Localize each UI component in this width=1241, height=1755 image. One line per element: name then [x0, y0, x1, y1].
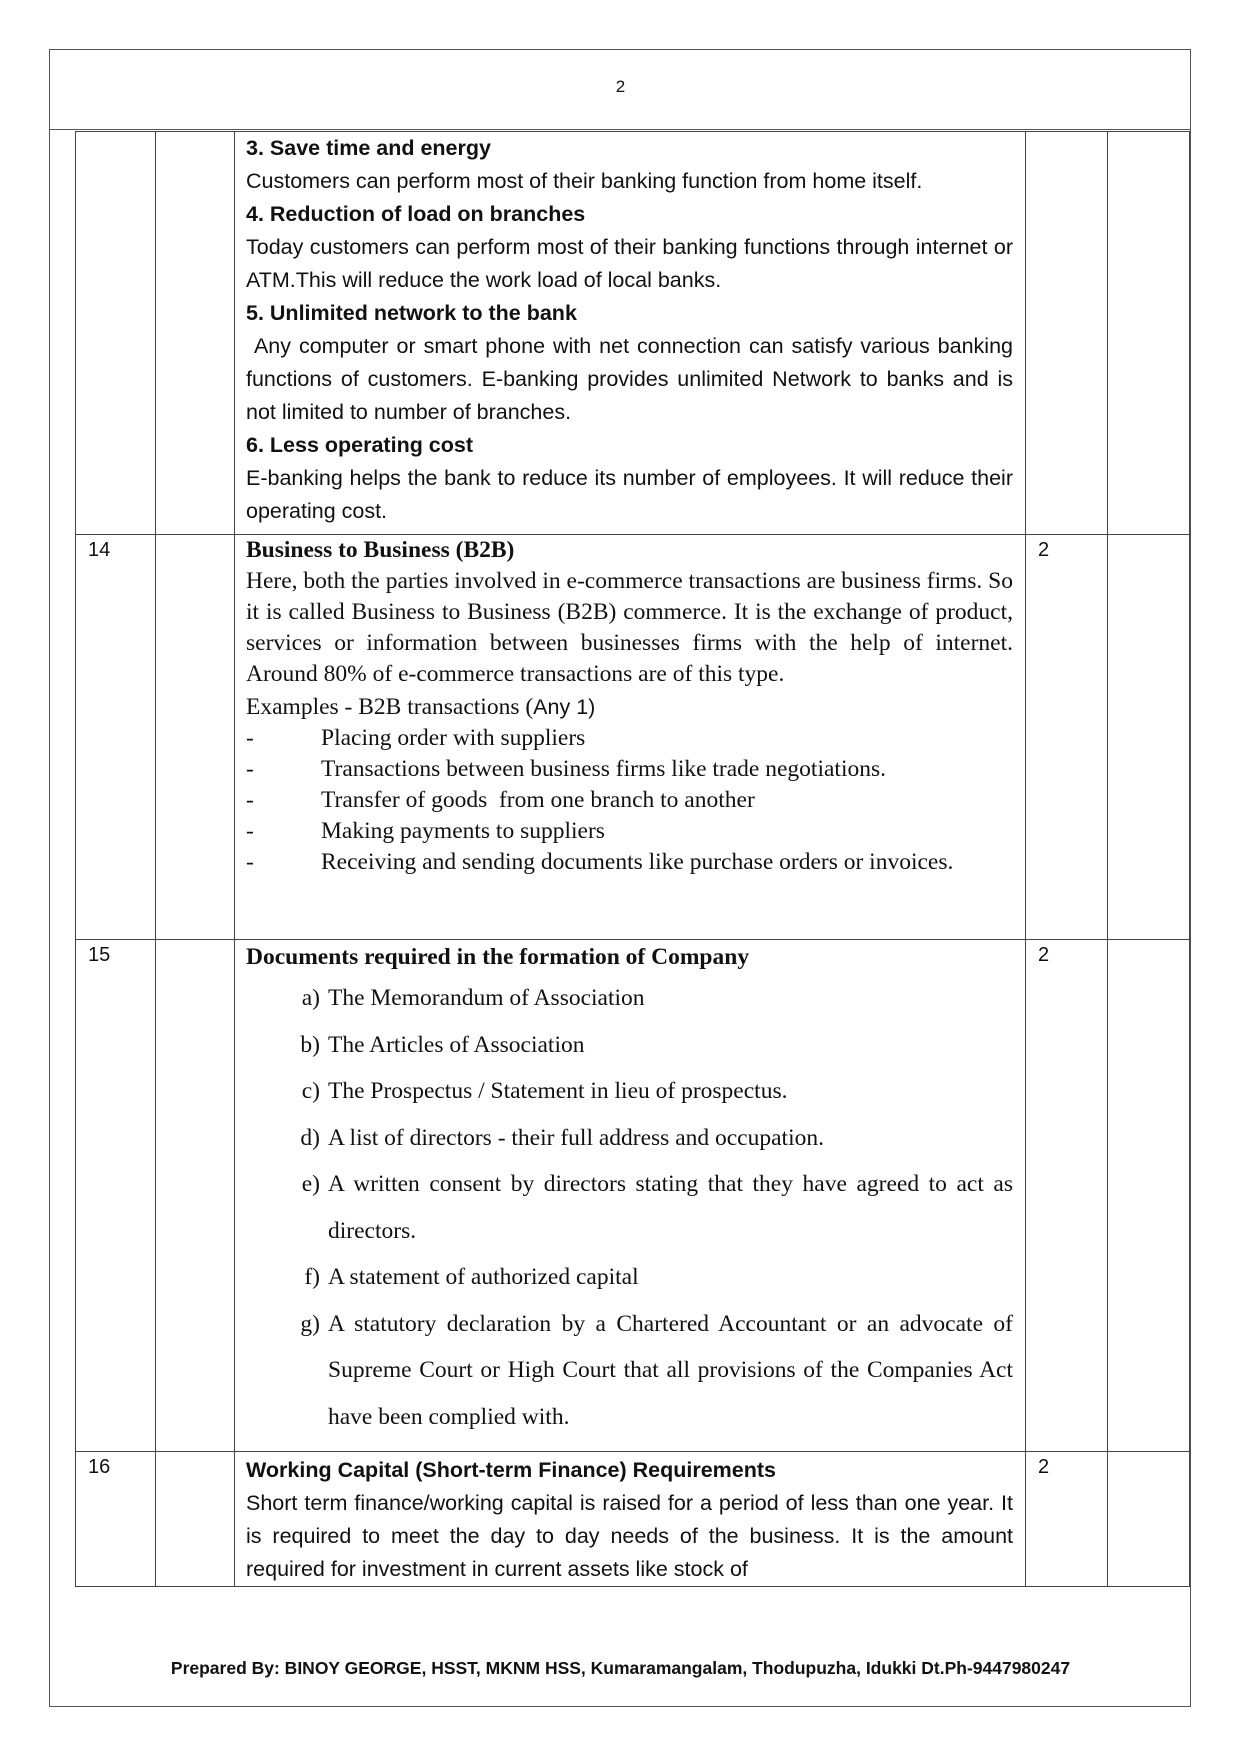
marks-cell — [1026, 132, 1108, 535]
header-divider — [49, 129, 1191, 130]
marks-value: 2 — [1026, 940, 1108, 1452]
list-item — [246, 785, 1013, 816]
answer-paragraph: Here, both the parties involved in e-commerce transactions are business firms. So it is called Business to Business (B2B) commerce. It is the exchange of product, services or information between businesses firms with the help of internet. Around 80% of e-commerce transactions are of this type. — [246, 568, 1013, 687]
answer-cell — [235, 1452, 1026, 1587]
footer-credit: Prepared By: BINOY GEORGE, HSST, MKNM HSS, Kumaramangalam, Thodupuzha, Idukki Dt.Ph-9447980247 — [170, 1658, 1071, 1678]
answer-paragraph: Short term finance/working capital is raised for a period of less than one year. It is required to meet the day to day needs of the business. It is the amount required for investment in current assets like stock of — [246, 1491, 1013, 1581]
dash-bullet: - — [246, 818, 254, 844]
answer-cell — [235, 535, 1026, 940]
dash-bullet: - — [246, 756, 254, 782]
qno-cell — [76, 132, 156, 535]
example-text: Making payments to suppliers — [321, 818, 605, 844]
extra-cell — [1108, 940, 1190, 1452]
item-label: c) — [301, 1078, 320, 1104]
item-text: A list of directors - their full address and occupation. — [328, 1124, 824, 1151]
table-row — [76, 132, 1190, 535]
list-item — [246, 723, 1013, 754]
list-item — [246, 1068, 1013, 1115]
answer-heading: Documents required in the formation of Company — [246, 944, 750, 970]
marks-value: 2 — [1026, 535, 1108, 940]
point-text: E-banking helps the bank to reduce its number of employees. It will reduce their operating cost. — [246, 466, 1013, 523]
item-text: A written consent by directors stating that they have agreed to act as directors. — [328, 1171, 1013, 1244]
point-heading: 6. Less operating cost — [246, 433, 474, 457]
marks-value: 2 — [1026, 1452, 1108, 1587]
point-text: Today customers can perform most of their banking functions through internet or ATM.This will reduce the work load of local banks. — [246, 235, 1013, 292]
list-item — [246, 1254, 1013, 1301]
question-number: 14 — [76, 535, 156, 940]
documents-list — [246, 975, 1013, 1440]
answer-heading: Business to Business (B2B) — [246, 537, 515, 563]
example-text: Transactions between business firms like trade negotiations. — [321, 756, 886, 782]
examples-label-text: Examples - B2B transactions ( — [246, 694, 534, 720]
dash-bullet: - — [246, 725, 254, 751]
point-text: Customers can perform most of their banking function from home itself. — [246, 169, 923, 193]
item-label: a) — [301, 985, 320, 1011]
list-item — [246, 847, 1013, 878]
answer-cell — [235, 132, 1026, 535]
dash-bullet: - — [246, 849, 254, 875]
subq-cell — [156, 940, 235, 1452]
table-row — [76, 1452, 1190, 1587]
question-number: 15 — [76, 940, 156, 1452]
item-label: f) — [304, 1264, 320, 1290]
list-item — [246, 1161, 1013, 1254]
item-text: A statement of authorized capital — [328, 1264, 639, 1290]
item-text: The Prospectus / Statement in lieu of prospectus. — [328, 1078, 788, 1104]
point-heading: 3. Save time and energy — [246, 136, 491, 160]
subq-cell — [156, 1452, 235, 1587]
list-item — [246, 1301, 1013, 1441]
question-number: 16 — [76, 1452, 156, 1587]
extra-cell — [1108, 535, 1190, 940]
item-label: g) — [300, 1310, 320, 1337]
table-row — [76, 535, 1190, 940]
answer-clip — [246, 1452, 1013, 1584]
list-item — [246, 1115, 1013, 1162]
item-text: A statutory declaration by a Chartered Accountant or an advocate of Supreme Court or High Court that all provisions of the Companies Act have been complied with. — [328, 1310, 1013, 1430]
examples-note: Any 1) — [533, 695, 596, 719]
point-heading: 5. Unlimited network to the bank — [246, 301, 577, 325]
examples-label — [246, 692, 1013, 723]
answer-key-table — [75, 131, 1190, 1587]
item-text: The Articles of Association — [328, 1031, 585, 1058]
answer-heading: Working Capital (Short-term Finance) Requirements — [246, 1458, 777, 1482]
item-label: d) — [300, 1124, 320, 1151]
page-number: 2 — [615, 77, 626, 96]
item-text: The Memorandum of Association — [328, 985, 645, 1011]
example-text: Receiving and sending documents like purchase orders or invoices. — [321, 849, 954, 875]
point-text: Any computer or smart phone with net connection can satisfy various banking functions of customers. E-banking provides unlimited Network to banks and is not limited to number of branches. — [246, 334, 1019, 424]
item-label: b) — [300, 1031, 320, 1058]
subq-cell — [156, 132, 235, 535]
list-item — [246, 1022, 1013, 1069]
list-item — [246, 816, 1013, 847]
subq-cell — [156, 535, 235, 940]
table-row — [76, 940, 1190, 1452]
list-item — [246, 975, 1013, 1022]
example-text: Transfer of goods from one branch to another — [321, 787, 755, 813]
example-text: Placing order with suppliers — [321, 725, 586, 751]
item-label: e) — [301, 1171, 320, 1197]
list-item — [246, 754, 1013, 785]
extra-cell — [1108, 132, 1190, 535]
extra-cell — [1108, 1452, 1190, 1587]
answer-cell — [235, 940, 1026, 1452]
point-heading: 4. Reduction of load on branches — [246, 202, 586, 226]
dash-bullet: - — [246, 787, 254, 813]
